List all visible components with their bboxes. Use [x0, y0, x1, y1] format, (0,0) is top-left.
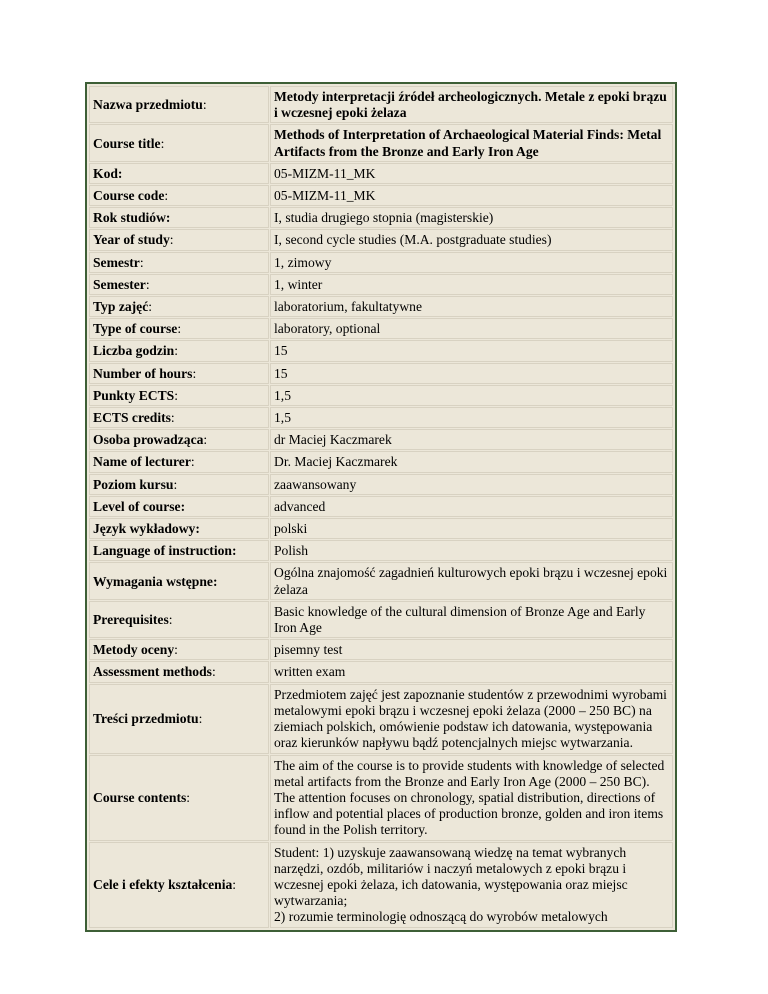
field-value: 05-MIZM-11_MK: [270, 163, 673, 184]
table-row: [89, 429, 673, 450]
field-label-suffix: :: [232, 876, 237, 892]
field-label: [89, 639, 269, 660]
field-value: Przedmiotem zajęć jest zapoznanie studentów z przewodnimi wyrobami metalowymi epoki brązu i wczesnej epoki żelaza (2000 – 250 BC) na ziemiach polskich, omówienie podstaw ich datowania, występowania oraz kierunków napływu bądź potencjalnych miejsc wytwarzania.: [270, 684, 673, 754]
field-label-suffix: :: [168, 611, 173, 627]
field-label: [89, 124, 269, 161]
field-label-suffix: :: [198, 710, 203, 726]
course-info-sheet: [85, 82, 677, 932]
table-row: [89, 229, 673, 250]
field-value: advanced: [270, 496, 673, 517]
table-row: [89, 318, 673, 339]
table-row: [89, 274, 673, 295]
field-label-text: Nazwa przedmiotu: [93, 97, 203, 113]
table-row: [89, 407, 673, 428]
field-label: [89, 252, 269, 273]
course-info-table: [88, 85, 674, 929]
table-row: [89, 363, 673, 384]
field-value: I, second cycle studies (M.A. postgraduate studies): [270, 229, 673, 250]
field-label-text: Metody oceny: [93, 642, 175, 658]
field-value: Polish: [270, 540, 673, 561]
field-label: [89, 385, 269, 406]
field-label: [89, 451, 269, 472]
field-label-suffix: :: [148, 299, 153, 315]
field-label: [89, 540, 269, 561]
field-label: [89, 207, 269, 228]
field-value: 1, winter: [270, 274, 673, 295]
field-label-text: Year of study: [93, 232, 170, 248]
field-value-line: Student: 1) uzyskuje zaawansowaną wiedzę na temat wybranych narzędzi, ozdób, militariów i naczyń metalowych z epoki brązu i wczesnej epoki żelaza, ich datowania, występowania oraz miejsc wytwarzania;: [274, 844, 628, 909]
table-row: [89, 296, 673, 317]
field-label-text: Semestr: [93, 254, 140, 270]
table-row: [89, 842, 673, 928]
field-label-text: Wymagania wstępne:: [93, 573, 218, 589]
table-row: [89, 601, 673, 638]
field-label-suffix: :: [164, 188, 169, 204]
field-label-suffix: :: [192, 365, 197, 381]
field-value: pisemny test: [270, 639, 673, 660]
field-label-suffix: :: [145, 276, 150, 292]
field-label: [89, 842, 269, 928]
field-label: [89, 363, 269, 384]
field-label: [89, 407, 269, 428]
table-row: [89, 185, 673, 206]
table-row: [89, 518, 673, 539]
field-label-suffix: :: [190, 454, 195, 470]
field-label-suffix: :: [174, 343, 178, 359]
field-label-suffix: :: [170, 410, 175, 426]
field-value: Ogólna znajomość zagadnień kulturowych epoki brązu i wczesnej epoki żelaza: [270, 562, 673, 599]
field-label-text: Język wykładowy:: [93, 521, 200, 537]
field-label-text: Liczba godzin: [93, 343, 175, 359]
field-label-text: Typ zajęć: [93, 299, 149, 315]
field-label-text: Assessment methods: [93, 664, 212, 680]
field-label: [89, 229, 269, 250]
field-label-suffix: :: [173, 476, 178, 492]
field-label: [89, 274, 269, 295]
field-value: I, studia drugiego stopnia (magisterskie): [270, 207, 673, 228]
field-value: dr Maciej Kaczmarek: [270, 429, 673, 450]
field-label-text: Name of lecturer: [93, 454, 191, 470]
table-row: [89, 385, 673, 406]
field-label-suffix: :: [186, 789, 191, 805]
field-value: 1, zimowy: [270, 252, 673, 273]
table-row: [89, 661, 673, 682]
field-value: zaawansowany: [270, 474, 673, 495]
field-label: [89, 185, 269, 206]
field-label-text: Osoba prowadząca: [93, 432, 204, 448]
field-label: [89, 601, 269, 638]
field-label-text: ECTS credits: [93, 410, 171, 426]
table-row: [89, 496, 673, 517]
field-label-text: Poziom kursu: [93, 476, 174, 492]
field-label: [89, 429, 269, 450]
table-row: [89, 86, 673, 123]
table-row: [89, 474, 673, 495]
field-value: Dr. Maciej Kaczmarek: [270, 451, 673, 472]
field-label: [89, 474, 269, 495]
field-value: Methods of Interpretation of Archaeological Material Finds: Metal Artifacts from the Bronze and Early Iron Age: [270, 124, 673, 161]
field-label: [89, 340, 269, 361]
field-value: laboratory, optional: [270, 318, 673, 339]
field-value: Basic knowledge of the cultural dimension of Bronze Age and Early Iron Age: [270, 601, 673, 638]
table-row: [89, 562, 673, 599]
table-row: [89, 639, 673, 660]
field-label: [89, 86, 269, 123]
table-row: [89, 340, 673, 361]
field-value: 05-MIZM-11_MK: [270, 185, 673, 206]
field-label: [89, 163, 269, 184]
field-label-text: Kod:: [93, 165, 123, 181]
field-label-text: Level of course:: [93, 498, 186, 514]
field-label: [89, 684, 269, 754]
field-label-text: Prerequisites: [93, 611, 169, 627]
field-label-text: Course code: [93, 188, 165, 204]
field-label: [89, 661, 269, 682]
field-label-suffix: :: [203, 432, 208, 448]
field-label-text: Cele i efekty kształcenia: [93, 876, 233, 892]
field-label-text: Type of course: [93, 321, 178, 337]
field-value: 15: [270, 363, 673, 384]
field-label-suffix: :: [174, 387, 178, 403]
field-label: [89, 318, 269, 339]
field-value-line: 2) rozumie terminologię odnoszącą do wyrobów metalowych: [274, 909, 608, 925]
field-label-text: Punkty ECTS: [93, 387, 175, 403]
field-label-suffix: :: [160, 135, 165, 151]
field-value: 1,5: [270, 407, 673, 428]
field-label: [89, 496, 269, 517]
field-label-suffix: :: [202, 97, 207, 113]
field-value: Metody interpretacji źródeł archeologicznych. Metale z epoki brązu i wczesnej epoki żelaza: [270, 86, 673, 123]
field-value: [270, 842, 673, 928]
field-label-text: Language of instruction:: [93, 543, 237, 559]
table-row: [89, 451, 673, 472]
field-label-text: Course title: [93, 135, 161, 151]
table-row: [89, 163, 673, 184]
field-label-suffix: :: [174, 642, 178, 658]
field-label-suffix: :: [139, 254, 144, 270]
field-value: laboratorium, fakultatywne: [270, 296, 673, 317]
field-label-text: Treści przedmiotu: [93, 710, 199, 726]
field-label-text: Course contents: [93, 789, 187, 805]
table-row: [89, 540, 673, 561]
field-value: polski: [270, 518, 673, 539]
table-row: [89, 124, 673, 161]
field-label: [89, 562, 269, 599]
field-label-suffix: :: [169, 232, 174, 248]
field-label: [89, 296, 269, 317]
field-value: written exam: [270, 661, 673, 682]
field-label-text: Number of hours: [93, 365, 193, 381]
field-value: 15: [270, 340, 673, 361]
table-row: [89, 252, 673, 273]
table-row: [89, 684, 673, 754]
field-value: The aim of the course is to provide students with knowledge of selected metal artifacts from the Bronze and Early Iron Age (2000 – 250 BC). The attention focuses on chronology, spatial distribution, directions of inflow and potential places of production bronze, golden and iron items found in the Polish territory.: [270, 755, 673, 841]
field-label-suffix: :: [177, 321, 182, 337]
table-row: [89, 755, 673, 841]
field-label-text: Semester: [93, 276, 146, 292]
field-label-suffix: :: [211, 664, 216, 680]
field-label: [89, 755, 269, 841]
field-value: 1,5: [270, 385, 673, 406]
table-row: [89, 207, 673, 228]
field-label: [89, 518, 269, 539]
field-label-text: Rok studiów:: [93, 210, 171, 226]
